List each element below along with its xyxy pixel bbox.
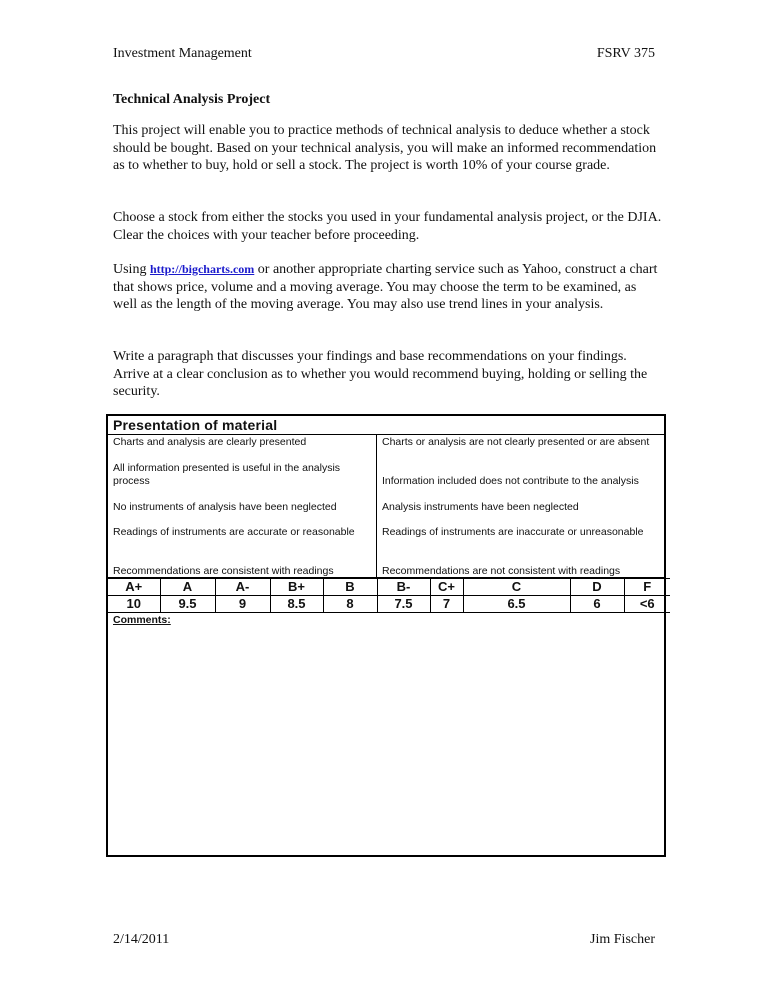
grade-letter: D xyxy=(570,579,624,596)
grade-letter: B+ xyxy=(270,579,323,596)
grade-letter: F xyxy=(624,579,670,596)
grade-points: 9.5 xyxy=(160,596,215,613)
criteria-negative-item: Information included does not contribute to the analysis xyxy=(382,475,639,487)
grade-points: 9 xyxy=(215,596,270,613)
document-title: Technical Analysis Project xyxy=(113,92,271,107)
grade-points: 7.5 xyxy=(377,596,430,613)
grade-points: 8.5 xyxy=(270,596,323,613)
criteria-negative-item: Recommendations are not consistent with readings xyxy=(382,565,621,577)
grade-letter: C+ xyxy=(430,579,463,596)
paragraph-findings: Write a paragraph that discusses your findings and base recommendations on your findings. Arrive at a clear conclusion as to whether you would recommend buying, holding or selling the security. xyxy=(113,349,648,400)
grade-letter: A- xyxy=(215,579,270,596)
criteria-positive-item: Readings of instruments are accurate or reasonable xyxy=(113,526,355,538)
criteria-positive-item: Recommendations are consistent with readings xyxy=(113,565,334,577)
rubric-table xyxy=(106,414,666,857)
grade-letter: C xyxy=(463,579,570,596)
footer-date: 2/14/2011 xyxy=(113,932,170,947)
grade-points: 7 xyxy=(430,596,463,613)
criteria-positive-column xyxy=(108,435,377,577)
header-course: Investment Management xyxy=(113,46,252,61)
paragraph-choose-stock: Choose a stock from either the stocks you used in your fundamental analysis project, or the DJIA. Clear the choices with your teacher before proceeding. xyxy=(113,210,662,243)
grade-points-row xyxy=(108,596,670,613)
paragraph-charting xyxy=(113,261,663,314)
criteria-negative-item: Analysis instruments have been neglected xyxy=(382,501,579,513)
bigcharts-link[interactable]: http://bigcharts.com xyxy=(149,262,255,276)
grade-letter: B- xyxy=(377,579,430,596)
criteria-positive-item: No instruments of analysis have been neglected xyxy=(113,501,337,513)
grade-letter: A+ xyxy=(108,579,160,596)
rubric-criteria xyxy=(108,435,664,578)
grade-scale-table xyxy=(108,578,670,613)
grade-letter: A xyxy=(160,579,215,596)
rubric-title: Presentation of material xyxy=(108,416,664,435)
header-course-code: FSRV 375 xyxy=(596,46,655,61)
footer-author: Jim Fischer xyxy=(590,932,655,947)
criteria-negative-item: Readings of instruments are inaccurate or unreasonable xyxy=(382,526,644,538)
criteria-positive-item: Charts and analysis are clearly presented xyxy=(113,436,307,448)
grade-points: <6 xyxy=(624,596,670,613)
paragraph-charting-rest: or another appropriate charting service such as Yahoo, construct a chart that shows price, volume and a moving average. You may choose the term to be examined, as well as the length of the moving average. You may also use trend lines in your analysis. xyxy=(113,262,658,313)
paragraph-charting-lead: Using xyxy=(113,262,150,277)
grade-points: 8 xyxy=(323,596,377,613)
grade-points: 6 xyxy=(570,596,624,613)
paragraph-intro: This project will enable you to practice methods of technical analysis to deduce whether a stock should be bought. Based on your technical analysis, you will make an informed recommendation as to whether to buy, hold or sell a stock. The project is worth 10% of your course grade. xyxy=(113,123,657,174)
grade-points: 6.5 xyxy=(463,596,570,613)
comments-label: Comments: xyxy=(113,614,171,626)
grade-points: 10 xyxy=(108,596,160,613)
criteria-negative-column xyxy=(377,435,664,577)
criteria-negative-item: Charts or analysis are not clearly presented or are absent xyxy=(382,436,650,448)
grade-letter: B xyxy=(323,579,377,596)
criteria-positive-item: All information presented is useful in the analysis process xyxy=(113,462,341,487)
grade-letters-row xyxy=(108,579,670,596)
